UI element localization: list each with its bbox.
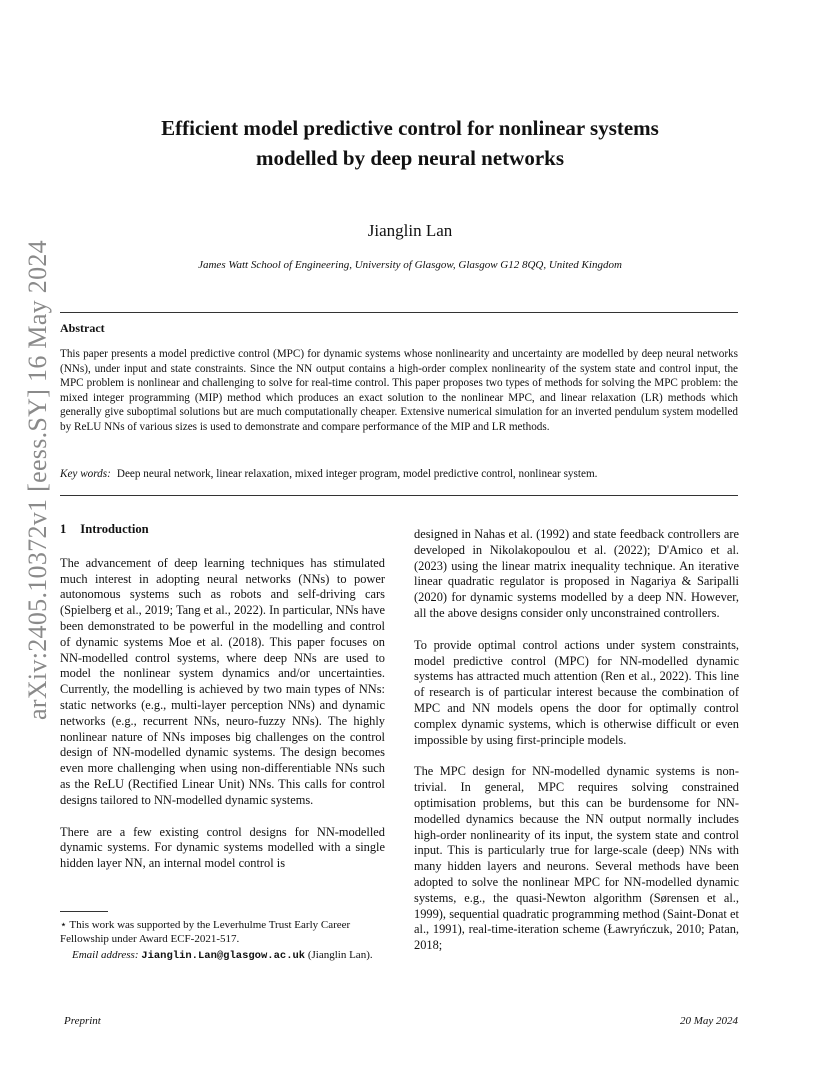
keywords-bottom-rule	[60, 495, 738, 496]
paper-title	[60, 113, 760, 173]
email-address[interactable]: Jianglin.Lan@glasgow.ac.uk	[141, 950, 306, 962]
keywords-line	[60, 468, 738, 480]
footnote-rule	[60, 911, 108, 912]
footnote-funding: ⋆ This work was supported by the Leverhulme Trust Early Career Fellowship under Award ECF-2021-517.	[60, 919, 351, 945]
right-paragraph-2: To provide optimal control actions under system constraints, model predictive control (MPC) for NN-modelled dynamic systems has attracted much attention (Ren et al., 2022). This line of research is of particular interest because the combination of MPC and NN models opens the door for optimally control complex dynamic systems, which is otherwise difficult or even impossible by using first-principle models.	[414, 637, 739, 747]
keywords-text: Deep neural network, linear relaxation, mixed integer program, model predictive control, nonlinear system.	[116, 468, 598, 480]
abstract-text: This paper presents a model predictive control (MPC) for dynamic systems whose nonlinearity and uncertainty are modelled by deep neural networks (NNs), under input and state constraints. Since the NN output contains a high-order complex nonlinearity of the system state and control input, the MPC problem is nonlinear and challenging to solve for real-time control. This paper proposes two types of methods for solving the MPC problem: the mixed integer programming (MIP) method which produces an exact solution to the nonlinear MPC, and linear relaxation (LR) methods which generally give suboptimal solutions but are much computationally cheaper. Extensive numerical simulation for an inverted pendulum system modelled by ReLU NNs of various sizes is used to demonstrate and compare performance of the MIP and LR methods.	[60, 348, 738, 433]
footnote	[60, 918, 385, 965]
left-paragraph-1: The advancement of deep learning techniques has stimulated much interest in adopting neural networks (NNs) to power autonomous systems such as robots and self-driving cars (Spielberg et al., 2019; Tang et al., 2022). In particular, NNs have been demonstrated to be powerful in the modelling and control of dynamic systems Moe et al. (2018). This paper focuses on NN-modelled control systems, where deep NNs are used to model the nonlinear system dynamics and/or uncertainties. Currently, the modelling is achieved by two main types of NNs: static networks (e.g., multi-layer perception NNs) and dynamic networks (e.g., recurrent NNs, neuro-fuzzy NNs). The highly nonlinear nature of NNs imposes big challenges on the control design of NN-modelled dynamic systems. The design becomes even more challenging when using non-differentiable NNs such as the ReLU (Rectified Linear Unit) NNs. This calls for control designs tailored to NN-modelled dynamic systems.	[60, 555, 385, 807]
section-number: 1	[60, 522, 67, 536]
section-heading	[60, 522, 385, 538]
section-title: Introduction	[80, 522, 149, 536]
arxiv-stamp-text: arXiv:2405.10372v1 [eess.SY] 16 May 2024	[23, 240, 53, 720]
right-paragraph-1: designed in Nahas et al. (1992) and state feedback controllers are developed in Nikolakopoulou et al. (2022); D'Amico et al. (2023) using the linear matrix inequality technique. An iterative linear quadratic regulator is proposed in Nagariya & Saripalli (2020) for dynamic systems modelled by a deep NN. However, all the above designs consider only unconstrained controllers.	[414, 527, 739, 620]
title-line-2: modelled by deep neural networks	[255, 146, 564, 170]
left-column	[60, 522, 385, 888]
footer-left: Preprint	[64, 1015, 101, 1027]
footer-date: 20 May 2024	[679, 1015, 738, 1027]
author-name: Jianglin Lan	[367, 221, 453, 240]
email-owner: (Jianglin Lan).	[307, 949, 373, 961]
author-affiliation: James Watt School of Engineering, University of Glasgow, Glasgow G12 8QQ, United Kingdom	[198, 259, 622, 271]
right-paragraph-3: The MPC design for NN-modelled dynamic systems is non-trivial. In general, MPC requires solving constrained optimisation problems, but this can be burdensome for NN-modelled dynamics because the NN output normally includes high-order nonlinearity of its input, the system state and control input. This is particularly true for large-scale (deep) NNs with many hidden layers and neurons. Several methods have been adopted to solve the nonlinear MPC for NN-modelled dynamic systems, e.g., the quasi-Newton algorithm (Sørensen et al., 1999), sequential quadratic programming method (Saint-Donat et al., 1991), real-time-iteration scheme (Ławryńczuk, 2010; Patan, 2018;	[414, 764, 739, 953]
title-line-1: Efficient model predictive control for nonlinear systems	[161, 116, 659, 140]
abstract-top-rule	[60, 312, 738, 313]
arxiv-identifier-stamp	[18, 240, 58, 720]
keywords-label: Key words:	[60, 468, 111, 480]
email-label: Email address:	[72, 949, 139, 961]
footnote-email	[60, 948, 385, 963]
abstract-heading: Abstract	[60, 321, 105, 335]
right-column	[414, 527, 739, 970]
left-paragraph-2: There are a few existing control designs for NN-modelled dynamic systems. For dynamic systems modelled with a single hidden layer NN, an internal model control is	[60, 824, 385, 871]
